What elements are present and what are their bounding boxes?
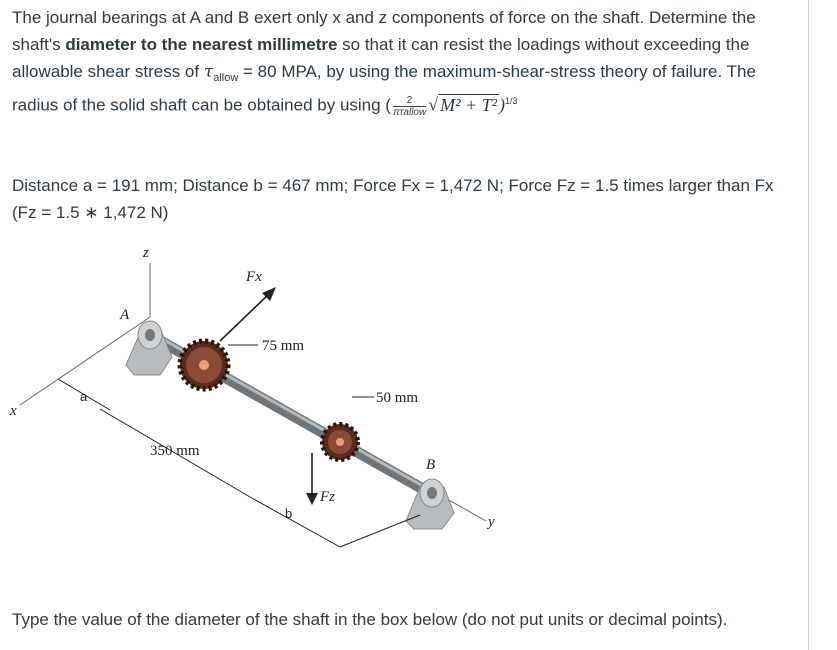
dim-a-label: a	[80, 389, 88, 404]
gear-2-hub	[336, 438, 344, 446]
formula-radicand: M² + T²	[440, 94, 498, 115]
x-axis-label: x	[10, 403, 17, 419]
problem-statement: The journal bearings at A and B exert only x and z components of force on the shaft. Determine the shaft's diameter to the nearest millimetre so that it can resist the loadings without exceeding the allowable shear stress of $\tau_{allow} = 80$ MPA, by using the maximum-shear-stress theory of failure. The radius of the solid shaft can be obtained by using ( $\frac{2}{\text{πτallow}}$ √ M² + T² )$^{1/3}$	[12, 8, 756, 118]
tau-symbol: τ	[203, 62, 214, 82]
answer-instruction: Type the value of the diameter of the shaft in the box below (do not put units or decimal points).	[12, 610, 728, 629]
dim-75-label: 75 mm	[262, 338, 305, 354]
formula-exponent: 1/3	[505, 96, 518, 106]
shaft-diagram	[0, 235, 560, 555]
given-values: Distance a = 191 mm; Distance b = 467 mm; Force Fx = 1,472 N; Force Fz = 1.5 times larger than Fx (Fz = 1.5 ∗ 1,472 N)	[12, 176, 774, 222]
dim-350-label: 350 mm	[150, 443, 200, 459]
bold-requirement: diameter to the nearest millimetre	[65, 35, 338, 54]
y-axis-label: y	[488, 514, 495, 530]
z-axis-label: z	[143, 245, 149, 261]
gear-1-hub	[199, 360, 209, 370]
fz-label: Fz	[320, 489, 335, 505]
fx-arrow	[220, 293, 270, 341]
fz-arrowhead	[306, 493, 318, 505]
dim-50-label: 50 mm	[376, 390, 419, 406]
fx-label: Fx	[246, 269, 262, 285]
tau-subscript: allow	[213, 72, 239, 84]
dim-b-label: b	[285, 506, 293, 521]
bearing-a-label: A	[120, 307, 130, 323]
bearing-b-bore	[427, 487, 437, 499]
bearing-a-bore	[145, 329, 155, 341]
right-border	[808, 0, 809, 650]
formula-fraction: $\frac{2}{\text{πτallow}}$	[392, 94, 427, 118]
bearing-b-label: B	[426, 457, 436, 473]
dim-end-line	[340, 515, 420, 547]
